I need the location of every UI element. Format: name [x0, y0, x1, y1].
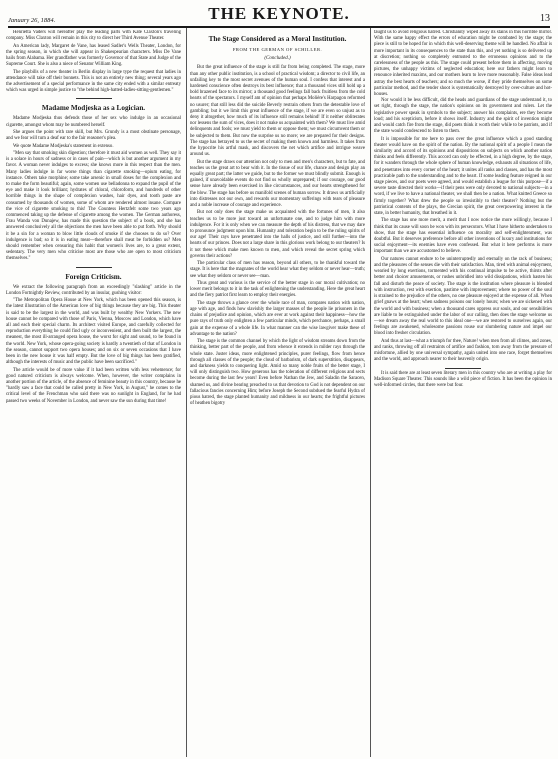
paragraph: Madame Modjeska thus defends those of her sex who indulge in an occasional cigarette, amongst whom may be numbered herself. [6, 116, 181, 128]
section-rule [445, 368, 481, 369]
paragraph: "Men say that smoking skin digestion; therefore it must aid women as well. They say it is a solace in hours of sadness or in cases of pain—which is but another argument in my favor. A woman never indulges to excess; she knows more in this respect than the men. Many ladies indulge in far worse things than cigarette smoking—opium eating, for instance. Others take morphine; some take arsenic in small doses for the complexion and to make the form beautiful; again, some women use belladonna to expand the pupil of the eye and make it look brilliant; hydrates of chloral, chloroform, and hundreds of other horrible things in the shape of complexion washes, hair dyes, and tooth paste are consumed by thousands of women, some of whom are rendered almost insane. Compare the vice of cigarette smoking to this! The Countess Hertzfelt some two years ago commenced taking up the defense of cigarette among the women. The German authoress, Frau Wanda von Dunajew, has made this question the subject of a book, and she has answered conclusively all the objections the men have been able to put forth. Why should it be a sin for a woman to blow little clouds of smoke if she chooses to do so? Over indulgence is bad; so it is in eating meat—therefore shall meat be forbidden us? Men should remember when censuring this habit that women's lives are, to a great extent, sedentary. The very men who criticise most are those who are open to most criticism themselves." [6, 150, 181, 262]
paragraph: The particular class of men has reason, beyond all others, to be thankful toward the stage. It is here that the magnates of the world hear what they seldom or never hear—truth; see what they seldom or never see—man. [190, 261, 365, 279]
article-source: FROM THE GERMAN OF SCHILLER. [232, 47, 323, 52]
article-heading-modjeska: Madame Modjeska as a Logician. [41, 104, 146, 113]
masthead [8, 2, 550, 28]
paragraph: An American lady, Margaret de Vane, has leased Sadler's Wells Theater, London, for the spring season, in which she will appear in Shakespearian characters. Miss De Vane hails from Alabama. Her grandfather was formerly Governor of that State and Judge of the Supreme Court. She is also a niece of Senator William King. [6, 43, 181, 68]
paragraph: Thus great and various is the service of the better stage in our moral cultivation; no lower merit belongs to it in the task of enlightening the understanding. Here the great heart and the fiery patriot first learn to employ their energies. [190, 281, 365, 299]
paragraph: We extract the following paragraph from an exceedingly "slashing" article in the London Fortnightly Review, contributed by an insular, gushing visitor: [6, 284, 181, 296]
paragraph: It is impossible for me here to pass over the great influence which a good standing theater would have on the spirit of the nation. By the national spirit of a people I mean the similarity and accord of its opinions and dispositions on subjects on which another nation thinks and feels differently. This accord can only be effected, in a high degree, by the stage, for it wanders through the whole sphere of human knowledge, exhausts all situations of life, and penetrates into every corner of the heart; it unites all ranks and classes, and has the most practicable path to the understanding and to the heart. If some leading feature reigned in our stage pieces, and our poets were agreed, and would establish a league for this purpose—if a severe taste directed their works—if their pens were only devoted to national subjects—in a word, if we live to have a national theater, we shall then be a nation. What knitted Greece so firmly together? What drew the people so irresistibly to their theater? Nothing but the patriotical contents of the plays, the Grecian spirit, the great overpowering interest in the state, in better humanity, that breathed in it. [374, 136, 552, 217]
article-concluded-note: (Concluded.) [264, 56, 291, 62]
paragraph: But the great influence of the stage is still far from being completed. The stage, more than any other public institution, is a school of practical wisdom; a director to civil life, an unfailing key to the most secret avenues of the human soul. I confess that interest and a hardened conscience often destroys its best influence; that a thousand vices still hold up a bold brazened face to its mirror; a thousand good feelings fall back fruitless from the cold hearts of the spectators. I myself am of opinion that perhaps Molière's Harpagon reformed no usurer; that still less did the suicide Beverly restrain others from the detestable love of gambling; but it we limit this great influence of the stage, if we are even so unjust as to deny it altogether, how much of its influence still remains behind! If it neither obliterates nor lessens the sum of vices, does it not make us acquainted with them? We must live amid delinquents and fools; we must yield to them or oppose them; we must circumvent them or be subjected to them. But now the surprise us no more; we are prepared for their designs. The stage has betrayed to us the secret of making them known and harmless. It takes from the hypocrite his artful mask, and discovers the net which artifice and intrigue weave around us. [190, 65, 365, 158]
page-number: 13 [539, 13, 550, 24]
paragraph: It is said there are at least seven literary men in this country who are at writing a play for Madison Square Theater. This sounds like a wild piece of fiction. It has been the opinion in well-informed circles, that there were but four. [374, 370, 552, 388]
paragraph: And thus at last—what a triumph for thee, Nature! when men from all climes, and zones, and ranks, throwing off all restraints of artifice and fashion, torn away from the pressure of misfortune, allied by one universal sympathy, again united into one race, forget themselves and the world, and approach nearer to their heavenly origin. [374, 338, 552, 363]
paragraph: We quote Madame Modjeska's statement in extenso. [13, 143, 114, 149]
section-rule [76, 267, 112, 268]
paragraph: The stage throws a glance over the whole race of man, compares nation with nation, age with age, and finds how slavishly the larger masses of the people lie prisoners in the chains of prejudice and opinion, which are ever at work against their happiness—how the pure rays of truth only enlighten a few particular minds, which perchance, perhaps, a small gain at the expense of a whole life. In what manner can the wise lawgiver make these of advantage to the nation? [190, 300, 365, 337]
column-2 [190, 30, 365, 757]
paragraph: But the stage draws our attention not only to men and men's characters, but to fate, and teaches us the great art to bear with it. In the tissue of our life, chance and design play an equally great part; the latter we guide, but to the former we must blindly submit. Enough is gained, if unavoidable events do not find us wholly unprepared; if our courage, our good sense have already been exercised in like circumstances, and our hearts strengthened for the blow. The stage has before us manifold scenes of human sorrow. It draws us artificially into distresses not our own, and rewards our momentary sufferings with tears of pleasure and a noble increase of courage and experience. [190, 159, 365, 209]
paragraph: Nor would it be less difficult, did the heads and guardians of the stage understand it, to set right, through the stage, the nation's opinions on its government and rulers. Let the legislative power speak in symbols to the subject; answer his complaints, ere they become loud; and his scepticism, before it shows itself. Industry and the spirit of invention might and would catch fire from the stage, did poets think it worth their while to be patriots, and if the state would condescend to listen to them. [374, 98, 552, 135]
column-1 [6, 30, 181, 757]
paragraph: The stage has one more merit, a merit that I now notice the more willingly, because I think that its cause will soon be won with its persecutors. What I have hitherto undertaken to show, that the stage has essential influence on morality and self-enlightenment, was doubtful. But it deserves preference before all other inventions of luxury and institutions for social enjoyment—its enemies have even confessed. But what it here performs is more important than we are accustomed to believe. [374, 218, 552, 255]
paragraph: The playbills of a new theater in Berlin display in large type the request that ladies in attendance will take off their bonnets. This is not an entirely new thing; several years ago the advertisement of a special performance in the same city ended with a similar entreaty which was urged in simple justice to "the behind high-hatted-ladies-sitting-gentlemen." [6, 69, 181, 94]
paragraph: But not only does the stage make us acquainted with the fortunes of men, it also teaches us to be more just toward an unfortunate one, and to judge him with more indulgence. For it is only when we can measure the depth of his distress, that we may dare to pronounce judgment upon him. Humanity and toleration begin to be the ruling spirits of our age! Their rays have penetrated into the halls of justice, and still further—into the hearts of our princes. Does not a large share in this glorious work belong to our theaters? Is it not these which make men known to men, and which reveal the secret spring which governs their actions? [190, 210, 365, 259]
section-rule [76, 98, 112, 99]
article-heading-stage: The Stage Considered as a Moral Institution. [208, 35, 347, 43]
paragraph: The stage is the common channel by which the light of wisdom streams down from the thinking, better part of the people, and from whence it extends in milder rays through the whole state. Juster ideas, more enlightened principles, purer feelings, flow from hence through all classes of the people; the cloud of barbarism, of dark superstition, disappears, and darkness yields to conquering light. Amid so many noble fruits of the better stage, I will only distinguish two. How generous has the toleration of different religions and sects become during the last few years! Even before Nathan the Jew, and Saladin the Saracen, shamed us, and divine bearing preached to us that devotion to God is not dependent on our fallacious fancies concerning Him; before Joseph the Second subdued the fearful Hydra of pious hatred, the stage planted humanity and mildness in our hearts; the frightful pictures of heathen bigotry [190, 339, 365, 407]
paragraph: Henrietta Vaders will hereafter play the leading parts with Kate Claxton's traveling company. Miss Claxton will remain in this city to direct her Third Avenue Theater. [6, 30, 181, 42]
column-3 [374, 30, 552, 757]
paragraph: She argues the point with rare skill, but Mrs. Grundy is a most obstinate personage, and we fear will turn a deaf ear to the fair reasoner's plea. [6, 130, 181, 142]
column-divider [186, 28, 187, 757]
paragraph: The article would be of more value if it had been written with less vehemence; for good natured criticism is always welcome. When, however, the writer complains in another portion of the article, of the absence of feminine beauty in this country, because he "hardly saw a face that could be called pretty in New York, in August," he comes to the critical level of the Frenchman who said there was no sunlight in England, for he had passed two weeks of November in London, and never saw the sun during that time! [6, 367, 181, 404]
issue-date: January 26, 1884. [8, 17, 56, 24]
newspaper-title: THE KEYNOTE. [208, 4, 350, 23]
column-divider [370, 28, 371, 757]
article-heading-foreign-criticism: Foreign Criticism. [65, 272, 122, 281]
paragraph: "The Metropolitan Opera House at New York, which has been opened this season, is the latest illustration of the American love of big things because they are big. This theater is said to be the largest in the world, and was built by wealthy New Yorkers. The new house cannot be compared with those of Paris, Vienna, Moscow and London, which have all and each their special charm. Its architect visited Europe, and carefully collected for reproduction everything he could find ugly or inconvenient, and then built the largest, the meanest, the most ill-arranged opera house, the worst for sight and sound, to be found in the world. New York, whose opera-going society is hardly a twentieth of that of London in the season, cannot support two opera houses; and on six or seven occasions that I have been in the new house it was half empty. But the love of big things has been gratified, although the interests of music and the public have been sacrificed." [6, 298, 181, 366]
paragraph: Our natures cannot endure to be uninterruptedly and eternally on the rack of business; and the pleasures of the senses die with their satisfaction. Man, tired with animal enjoyment, wearied by long exertions, tormented with his continual impulse to be active, thirsts after better and choicer amusements, or rushes unbridled into wild dissipations, which hasten his fall and disturb the peace of society. The stage is the institution where pleasure is blended with instruction, rest with exertion, pastime with improvement; where no power of the soul is strained to the prejudice of the others, no one pleasure enjoyed at the expense of all. When grief gnaws at the heart; when sadness poisons our lonely hours; when we are sickened with the world and with business; when a thousand cares oppress our souls, and our sensibilities are liable to be extinguished under the labor of our calling, then does the stage welcome us—we dream away the real world to this ideal one—we are restored to ourselves again, our feelings are awakened, wholesome passions rouse our slumbering nature and impel our blood into fresher circulation. [374, 256, 552, 337]
paragraph: taught us to avoid religious hatred. Christianity wiped away its stains in this horrible mirror. With the same happy effect the errors of education might be combated by the stage; the piece is still to be hoped for in which this well-deserving theme will be handled. No affair is more important in its consequences to the state than this, and yet nothing is so delivered up at discretion; nothing so completely entrusted to the erroneous opinions and to the carelessness of the people as this. The stage could present before them in affecting, moving pictures, the unhappy victims of neglected education; here our fathers might learn to renounce inherited maxims, and our mothers learn to love more reasonably. False ideas lead astray the best hearts of teachers; and so much the worse, if they pride themselves on some particular method, and the tender shoot is systematically destroyed by over-culture and hot-houses. [374, 30, 552, 98]
